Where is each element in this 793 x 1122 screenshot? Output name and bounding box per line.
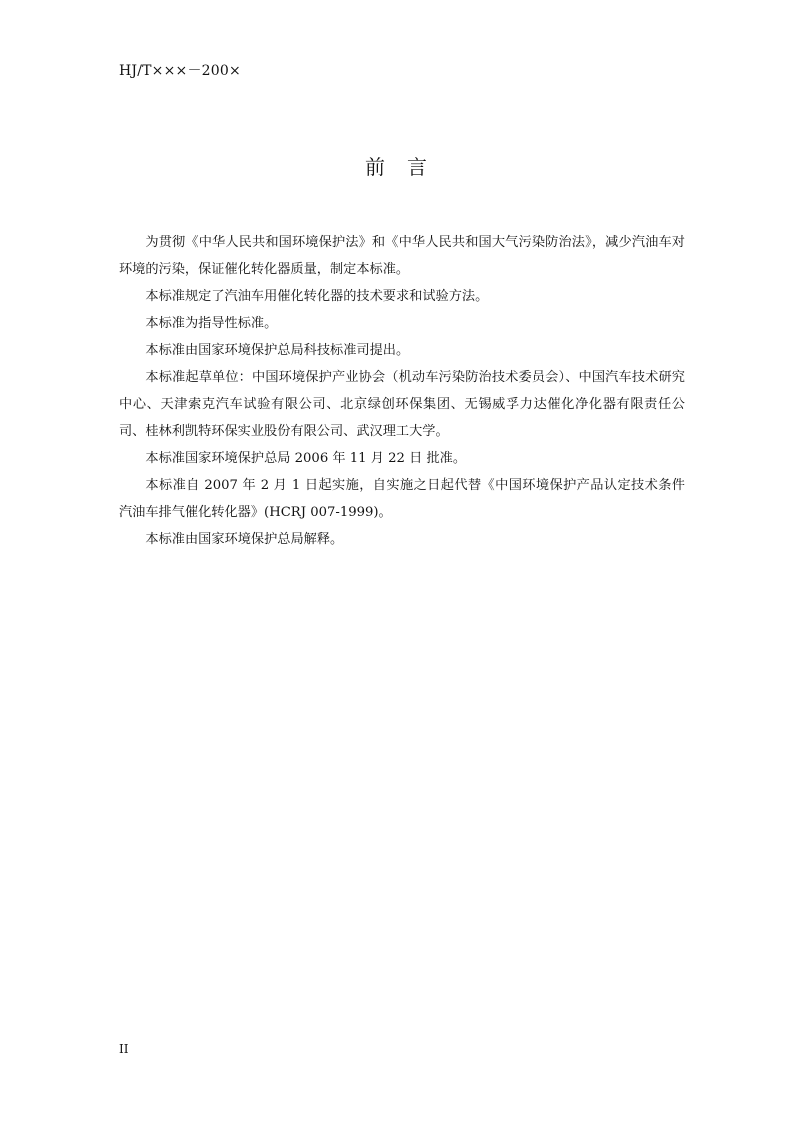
paragraph: 本标准国家环境保护总局 2006 年 11 月 22 日 批准。	[145, 451, 467, 466]
paragraph: 本标准由国家环境保护总局科技标准司提出。	[145, 343, 410, 358]
page-number: II	[119, 1042, 129, 1056]
paragraph: 本标准由国家环境保护总局解释。	[145, 532, 344, 547]
paragraph: 本标准自 2007 年 2 月 1 日起实施，自实施之日起代替《中国环境保护产品认定技术条件 汽油车排气催化转化器》(HCRJ 007-1999)。	[119, 478, 685, 520]
paragraph: 本标准规定了汽油车用催化转化器的技术要求和试验方法。	[145, 289, 489, 304]
paragraph: 本标准起草单位：中国环境保护产业协会（机动车污染防治技术委员会）、中国汽车技术研究中心、天津索克汽车试验有限公司、北京绿创环保集团、无锡威孚力达催化净化器有限责任公司、桂林利凯特环保实业股份有限公司、武汉理工大学。	[119, 370, 685, 439]
paragraph: 为贯彻《中华人民共和国环境保护法》和《中华人民共和国大气污染防治法》，减少汽油车对环境的污染，保证催化转化器质量，制定本标准。	[119, 235, 685, 277]
page-title: 前 言	[365, 155, 428, 179]
document-code: HJ/T×××－200×	[119, 63, 241, 79]
paragraph: 本标准为指导性标准。	[145, 316, 278, 331]
foreword-body	[119, 229, 685, 553]
